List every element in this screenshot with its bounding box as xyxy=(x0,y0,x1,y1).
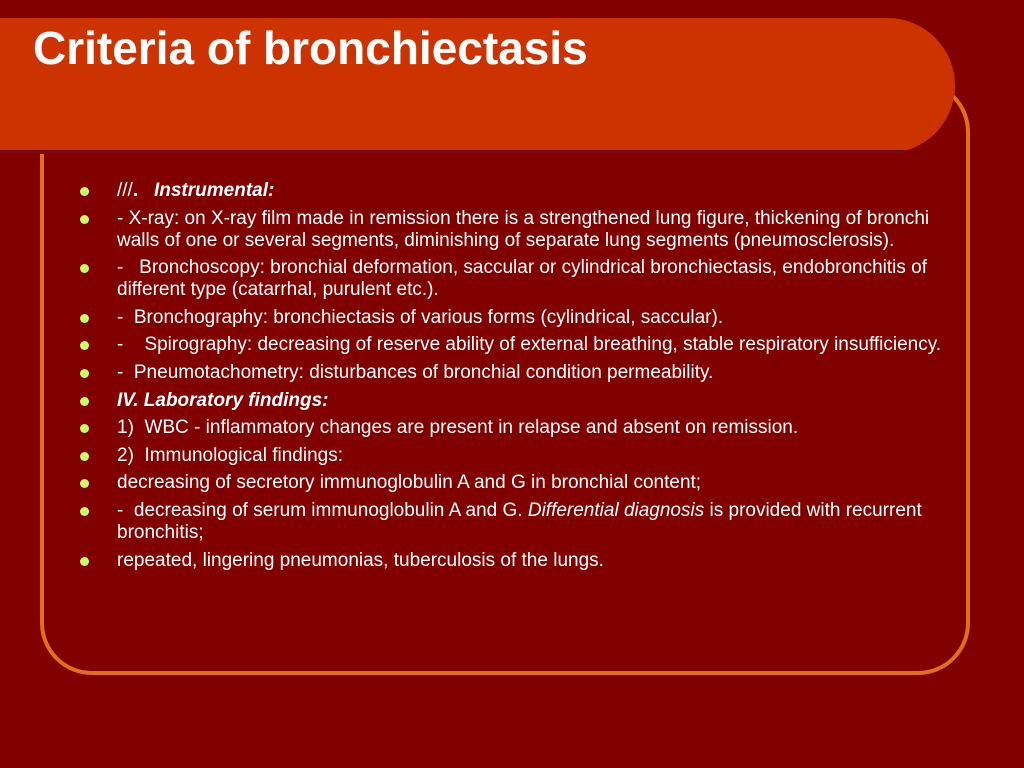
bullet-text: 2) Immunological findings: xyxy=(117,444,343,466)
bullet-item xyxy=(80,472,950,494)
bullet-dot-icon xyxy=(80,341,89,350)
bullet-item xyxy=(80,257,950,301)
bullet-text: Instrumental: xyxy=(153,180,275,201)
bullet-text: . xyxy=(132,180,139,201)
bullet-text: IV. Laboratory findings: xyxy=(117,389,329,411)
bullet-text: - Bronchoscopy: bronchial deformation, saccular or cylindrical bronchiectasis, endobronchitis of different type (catarrhal, purulent etc.). xyxy=(117,257,933,301)
bullet-dot-icon xyxy=(80,397,89,406)
bullet-dot-icon xyxy=(80,452,89,461)
bullet-dot-icon xyxy=(80,479,89,488)
bullet-text: is provided with recurrent bronchitis; xyxy=(117,499,928,543)
bullet-text: decreasing of secretory immunoglobulin A and G in bronchial content; xyxy=(117,472,702,494)
title-underline xyxy=(0,150,905,154)
bullet-item xyxy=(80,334,950,356)
bullet-text: - Spirography: decreasing of reserve ability of external breathing, stable respiratory insufficiency. xyxy=(117,334,942,356)
bullet-dot-icon xyxy=(80,187,89,196)
bullet-text: - Bronchography: bronchiectasis of various forms (cylindrical, saccular). xyxy=(117,306,724,328)
bullet-dot-icon xyxy=(80,507,89,516)
bullet-item xyxy=(80,417,950,439)
bullet-item xyxy=(80,180,950,202)
bullet-item xyxy=(80,307,950,329)
bullet-text: - Pneumotachometry: disturbances of bronchial condition permeability. xyxy=(117,361,714,383)
bullet-item xyxy=(80,445,950,467)
bullet-dot-icon xyxy=(80,314,89,323)
bullet-dot-icon xyxy=(80,215,89,224)
bullet-list xyxy=(80,180,950,577)
bullet-dot-icon xyxy=(80,264,89,273)
bullet-text: Differential diagnosis xyxy=(527,499,705,521)
bullet-dot-icon xyxy=(80,369,89,378)
bullet-item xyxy=(80,500,950,544)
bullet-text xyxy=(138,180,154,201)
bullet-text: /// xyxy=(117,180,133,201)
slide-title: Criteria of bronchiectasis xyxy=(33,22,588,74)
bullet-item xyxy=(80,550,950,572)
bullet-item xyxy=(80,208,950,252)
bullet-item xyxy=(80,390,950,412)
bullet-text: - decreasing of serum immunoglobulin A and G. xyxy=(117,499,528,521)
bullet-text: 1) WBC - inflammatory changes are present in relapse and absent on remission. xyxy=(117,417,799,439)
bullet-dot-icon xyxy=(80,424,89,433)
bullet-text: repeated, lingering pneumonias, tuberculosis of the lungs. xyxy=(117,549,604,571)
bullet-dot-icon xyxy=(80,557,89,566)
bullet-text: - X-ray: on X-ray film made in remission there is a strengthened lung figure, thickening of bronchi walls of one or several segments, diminishing of separate lung segments (pneumosclerosis). xyxy=(117,207,935,251)
bullet-item xyxy=(80,362,950,384)
